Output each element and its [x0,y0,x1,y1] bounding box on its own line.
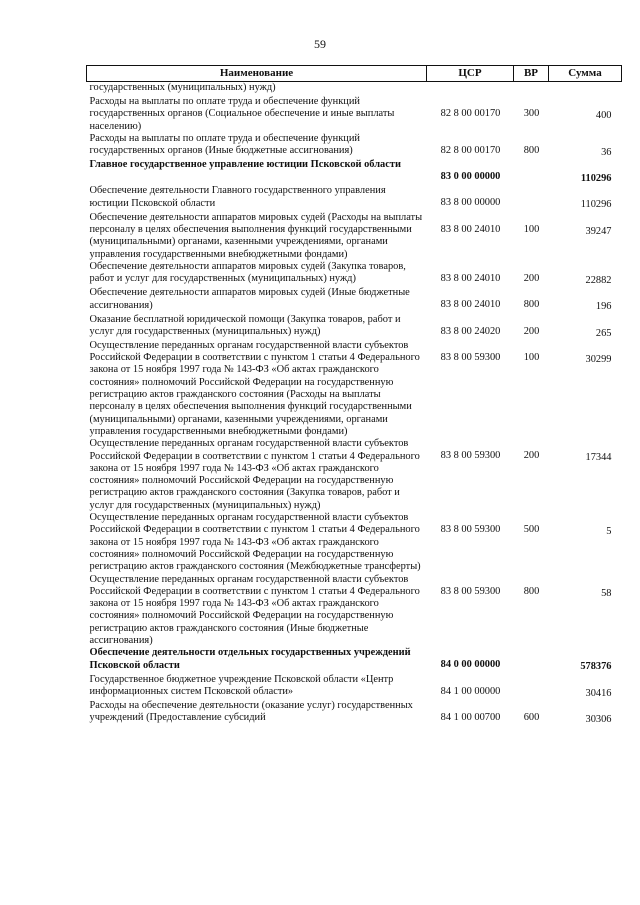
row-vr [514,647,549,673]
row-vr: 300 [523,108,540,119]
row-name: Расходы на выплаты по оплате труда и обеспечение функций государственных органов (Иные бюджетные ассигнования) [89,132,360,157]
row-vr [514,185,549,211]
row-sum: 110296 [580,199,612,211]
table-row [87,96,622,133]
table-row [87,574,622,648]
row-csr: 83 8 00 24010 [440,272,501,284]
row-csr [427,82,514,97]
row-sum: 58 [601,587,612,599]
row-vr: 800 [523,299,540,311]
table-header-row [87,66,622,82]
table-row [87,647,622,673]
row-name: Осуществление переданных органам государственной власти субъектов Российской Федерации в соответствии с пунктом 1 статьи 4 Федерального закона от 15 ноября 1997 года № 143-ФЗ «Об актах гражданского состояния» полномочий Российской Федерации на государственную регистрацию актов гражданского состояния (Иные бюджетные ассигнования) [89,573,420,646]
table-row [87,212,622,261]
row-sum: 400 [595,110,612,121]
row-sum: 39247 [585,225,612,237]
table-row [87,185,622,211]
row-vr: 100 [523,351,540,363]
header-csr: ЦСР [427,66,514,82]
row-csr: 84 1 00 00000 [440,685,501,697]
table-row [87,133,622,159]
row-name: Осуществление переданных органам государственной власти субъектов Российской Федерации в соответствии с пунктом 1 статьи 4 Федерального закона от 15 ноября 1997 года № 143-ФЗ «Об актах гражданского состояния» полномочий Российской Федерации на государственную регистрацию актов гражданского состояния (Закупка товаров, работ и услуг для государственных (муниципальных) нужд) [89,438,420,511]
row-sum: 110296 [580,173,612,185]
row-csr: 84 0 00 00000 [440,659,501,671]
row-name: Обеспечение деятельности отдельных государственных учреждений Псковской области [89,647,411,671]
row-csr: 83 8 00 24010 [440,299,501,311]
table-row [87,340,622,438]
row-csr: 83 8 00 00000 [440,197,501,209]
row-sum: 17344 [585,452,612,464]
table-row [87,700,622,726]
row-sum: 22882 [585,274,612,286]
table-row [87,314,622,340]
row-vr: 100 [523,223,540,235]
row-csr: 83 0 00 00000 [440,171,501,183]
row-sum: 5 [606,526,612,538]
row-vr: 200 [523,450,540,462]
row-name: Оказание бесплатной юридической помощи (Закупка товаров, работ и услуг для государственных (муниципальных) нужд) [89,313,401,337]
budget-table [86,65,622,726]
row-sum: 578376 [580,661,612,673]
row-name: государственных (муниципальных) нужд) [89,82,276,93]
table-row [87,438,622,512]
header-name: Наименование [87,66,427,82]
table-row [87,674,622,700]
row-vr: 200 [523,325,540,337]
header-sum: Сумма [549,66,622,82]
row-vr [514,159,549,185]
row-sum: 30416 [585,687,612,699]
row-name: Обеспечение деятельности аппаратов мировых судей (Закупка товаров, работ и услуг для государственных (муниципальных) нужд) [89,260,406,285]
row-vr [514,674,549,700]
row-name: Обеспечение деятельности Главного государственного управления юстиции Псковской области [89,185,386,209]
row-name: Обеспечение деятельности аппаратов мировых судей (Иные бюджетные ассигнования) [89,287,410,311]
row-name: Расходы на выплаты по оплате труда и обеспечение функций государственных органов (Социальное обеспечение и иные выплаты населению) [89,96,395,132]
table-row [87,159,622,185]
row-sum: 30306 [585,713,612,725]
row-csr: 82 8 00 00170 [440,144,501,156]
row-vr: 600 [523,711,540,723]
row-sum: 36 [601,146,612,158]
table-row [87,287,622,313]
row-vr: 800 [523,144,540,156]
row-name: Государственное бюджетное учреждение Псковской области «Центр информационных систем Псковской области» [89,673,394,697]
row-csr: 83 8 00 59300 [440,585,501,597]
row-csr: 83 8 00 59300 [440,450,501,462]
row-vr: 200 [523,272,540,284]
page-number: 59 [314,37,326,51]
row-sum: 30299 [585,353,612,365]
row-csr: 83 8 00 59300 [440,524,501,536]
row-name: Расходы на обеспечение деятельности (оказание услуг) государственных учреждений (Предоставление субсидий [89,699,413,724]
table-row [87,261,622,287]
row-csr: 82 8 00 00170 [440,108,501,119]
table-row [87,82,622,97]
row-sum [549,82,622,97]
row-sum: 265 [595,327,612,339]
row-csr: 83 8 00 24020 [440,325,501,337]
table-row [87,512,622,573]
row-csr: 84 1 00 00700 [440,711,501,723]
row-csr: 83 8 00 24010 [440,223,501,235]
row-csr: 83 8 00 59300 [440,351,501,363]
header-vr: ВР [514,66,549,82]
row-name: Обеспечение деятельности аппаратов мировых судей (Расходы на выплаты персоналу в целях обеспечения выполнения функций государственными (муниципальными) органами, казенными учреждениями, органами управления государственными внебюджетными фондами) [89,211,423,260]
row-name: Осуществление переданных органам государственной власти субъектов Российской Федерации в соответствии с пунктом 1 статьи 4 Федерального закона от 15 ноября 1997 года № 143-ФЗ «Об актах гражданского состояния» полномочий Российской Федерации на государственную регистрацию актов гражданского состояния (Расходы на выплаты персоналу в целях обеспечения выполнения функций государственными (муниципальными) органами, казенными учреждениями, органами управления государственными внебюджетными фондами) [89,339,420,437]
row-vr: 800 [523,585,540,597]
row-name: Главное государственное управление юстиции Псковской области [89,159,401,171]
row-vr [514,82,549,97]
row-name: Осуществление переданных органам государственной власти субъектов Российской Федерации в соответствии с пунктом 1 статьи 4 Федерального закона от 15 ноября 1997 года № 143-ФЗ «Об актах гражданского состояния» полномочий Российской Федерации на государственную регистрацию актов гражданского состояния (Межбюджетные трансферты) [89,512,421,573]
row-vr: 500 [523,524,540,536]
row-sum: 196 [595,301,612,313]
